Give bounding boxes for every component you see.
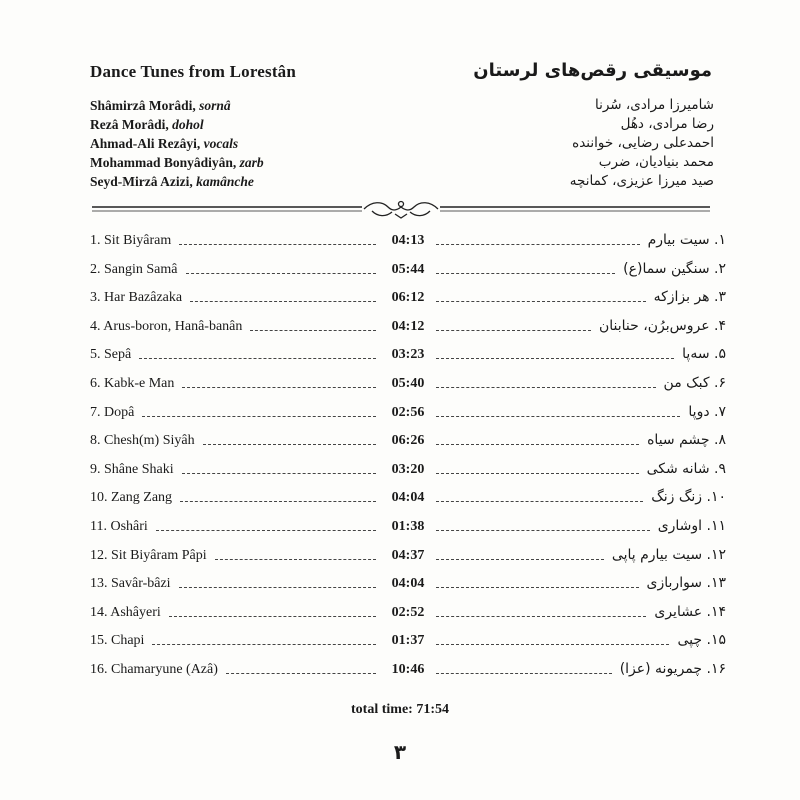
track-duration: 06:26 [391, 433, 425, 449]
track-title-persian: ۱۲. سیت بیارم پاپی [611, 546, 726, 563]
track-row [90, 405, 726, 425]
track-title-english: 16. Chamaryune (Azâ) [90, 662, 218, 677]
title-english: Dance Tunes from Lorestân [90, 62, 297, 81]
performer-role: dohol [172, 117, 204, 132]
leader-dashes [139, 358, 376, 359]
track-row [90, 262, 726, 282]
track-duration: 10:46 [391, 662, 425, 677]
track-title-english: 11. Oshâri [90, 519, 148, 534]
track-duration: 05:44 [391, 261, 425, 277]
leader-dashes [436, 616, 646, 617]
performer-line [90, 134, 264, 153]
leader-dashes [180, 501, 376, 502]
leader-dashes [186, 273, 376, 274]
performer-name: Shâmirzâ Morâdi, [90, 98, 196, 113]
track-title-english: 8. Chesh(m) Siyâh [90, 433, 195, 449]
track-title-english: 12. Sit Biyâram Pâpi [90, 547, 207, 563]
track-title-persian: ۱. سیت بیارم [647, 232, 726, 248]
track-row [90, 519, 726, 539]
track-row [90, 347, 726, 367]
performer-line-fa: شامیرزا مرادی، سُرنا [594, 97, 714, 113]
track-row [90, 376, 726, 396]
track-duration: 04:04 [391, 576, 425, 592]
performer-line [90, 153, 264, 172]
performer-role: sornâ [199, 98, 231, 113]
performer-name: Seyd-Mirzâ Azizi, [90, 174, 193, 189]
track-duration: 06:12 [391, 290, 425, 306]
performer-role: kamânche [196, 174, 254, 189]
performer-line-fa: محمد بنیادیان، ضرب [598, 154, 714, 170]
track-title-english: 3. Har Bazâzaka [90, 290, 183, 306]
leader-dashes [436, 244, 640, 245]
leader-dashes [436, 416, 680, 417]
leader-dashes [142, 416, 376, 417]
track-title-english: 10. Zang Zang [90, 490, 173, 506]
track-title-persian: ۶. کبک من [663, 375, 726, 391]
leader-dashes [182, 473, 376, 474]
leader-dashes [203, 444, 376, 445]
track-duration: 02:52 [391, 604, 425, 620]
leader-dashes [436, 387, 656, 388]
leader-dashes [436, 330, 591, 331]
track-duration: 04:04 [391, 490, 425, 506]
leader-dashes [226, 673, 376, 674]
track-title-persian: ۱۵. چپی [677, 632, 726, 649]
track-row [90, 490, 726, 510]
leader-dashes [436, 358, 674, 359]
track-title-persian: ۲. سنگین سما(ع) [623, 260, 726, 277]
track-title-persian: ۳. هر بزازکه [653, 289, 726, 306]
track-title-persian: ۴. عروس‌برُن، حنابنان [598, 317, 726, 334]
leader-dashes [436, 530, 650, 531]
track-row [90, 548, 726, 568]
leader-dashes [436, 473, 639, 474]
track-title-persian: ۸. چشم سیاه [647, 432, 726, 449]
track-row [90, 433, 726, 453]
track-row [90, 462, 726, 482]
track-title-english: 4. Arus-boron, Hanâ-banân [90, 318, 243, 334]
track-duration: 03:23 [391, 347, 425, 363]
page-number: ۳ [393, 740, 407, 764]
total-time: total time: 71:54 [351, 702, 449, 717]
leader-dashes [169, 616, 376, 617]
track-duration: 04:12 [391, 318, 425, 334]
performer-name: Ahmad-Ali Rezâyi, [90, 136, 201, 151]
leader-dashes [436, 673, 612, 674]
track-title-english: 7. Dopâ [90, 404, 135, 420]
track-title-english: 6. Kabk-e Man [90, 376, 175, 391]
performer-name: Mohammad Bonyâdiyân, [90, 155, 237, 170]
leader-dashes [436, 444, 639, 445]
track-duration: 04:37 [391, 547, 425, 563]
title-persian: موسیقی رقص‌های لرستان [473, 60, 712, 81]
leader-dashes [436, 501, 643, 502]
leader-dashes [436, 587, 639, 588]
track-row [90, 290, 726, 310]
performer-line [90, 96, 264, 115]
track-row [90, 633, 726, 653]
leader-dashes [436, 644, 669, 645]
track-title-english: 2. Sangin Samâ [90, 261, 178, 277]
track-duration: 01:37 [391, 633, 425, 649]
track-duration: 02:56 [391, 404, 425, 420]
leader-dashes [156, 530, 376, 531]
track-title-english: 14. Ashâyeri [90, 604, 161, 620]
track-title-persian: ۵. سه‌پا [682, 346, 726, 363]
track-title-persian: ۱۳. سواربازی [646, 575, 726, 592]
track-row [90, 605, 726, 625]
leader-dashes [152, 644, 376, 645]
leader-dashes [179, 244, 376, 245]
track-duration: 04:13 [391, 233, 425, 248]
performer-role: vocals [203, 136, 239, 151]
performer-name: Rezâ Morâdi, [90, 117, 169, 132]
leader-dashes [436, 301, 646, 302]
track-title-persian: ۹. شانه شکی [646, 460, 726, 477]
track-title-english: 13. Savâr-bâzi [90, 576, 171, 592]
track-row [90, 662, 726, 682]
track-title-persian: ۱۰. زنگ زنگ [651, 489, 726, 506]
track-title-persian: ۱۶. چمریونه (عزا) [619, 661, 726, 677]
leader-dashes [250, 330, 376, 331]
performer-line-fa: صید میرزا عزیزی، کمانچه [569, 173, 714, 189]
performers-english [90, 96, 264, 191]
track-title-english: 5. Sepâ [90, 347, 132, 363]
performer-line [90, 115, 264, 134]
leader-dashes [436, 559, 604, 560]
track-row [90, 576, 726, 596]
performers-persian [570, 96, 714, 191]
track-title-english: 9. Shâne Shaki [90, 461, 174, 477]
track-title-persian: ۷. دوپا [688, 403, 726, 420]
leader-dashes [179, 587, 376, 588]
ornamental-divider [92, 198, 710, 220]
performer-role: zarb [239, 155, 264, 170]
track-duration: 05:40 [391, 376, 425, 391]
performer-line [90, 172, 264, 191]
track-title-english: 1. Sit Biyâram [90, 233, 172, 248]
leader-dashes [190, 301, 376, 302]
track-duration: 01:38 [391, 519, 425, 534]
performer-line-fa: احمدعلی رضایی، خواننده [572, 135, 714, 151]
leader-dashes [436, 273, 615, 274]
track-title-english: 15. Chapi [90, 633, 145, 649]
track-row [90, 319, 726, 339]
leader-dashes [215, 559, 376, 560]
track-title-persian: ۱۴. عشایری [654, 603, 726, 620]
performer-line-fa: رضا مرادی، دهُل [620, 116, 714, 132]
track-title-persian: ۱۱. اوشاری [657, 518, 726, 534]
track-duration: 03:20 [391, 461, 425, 477]
track-row [90, 233, 726, 253]
leader-dashes [182, 387, 376, 388]
